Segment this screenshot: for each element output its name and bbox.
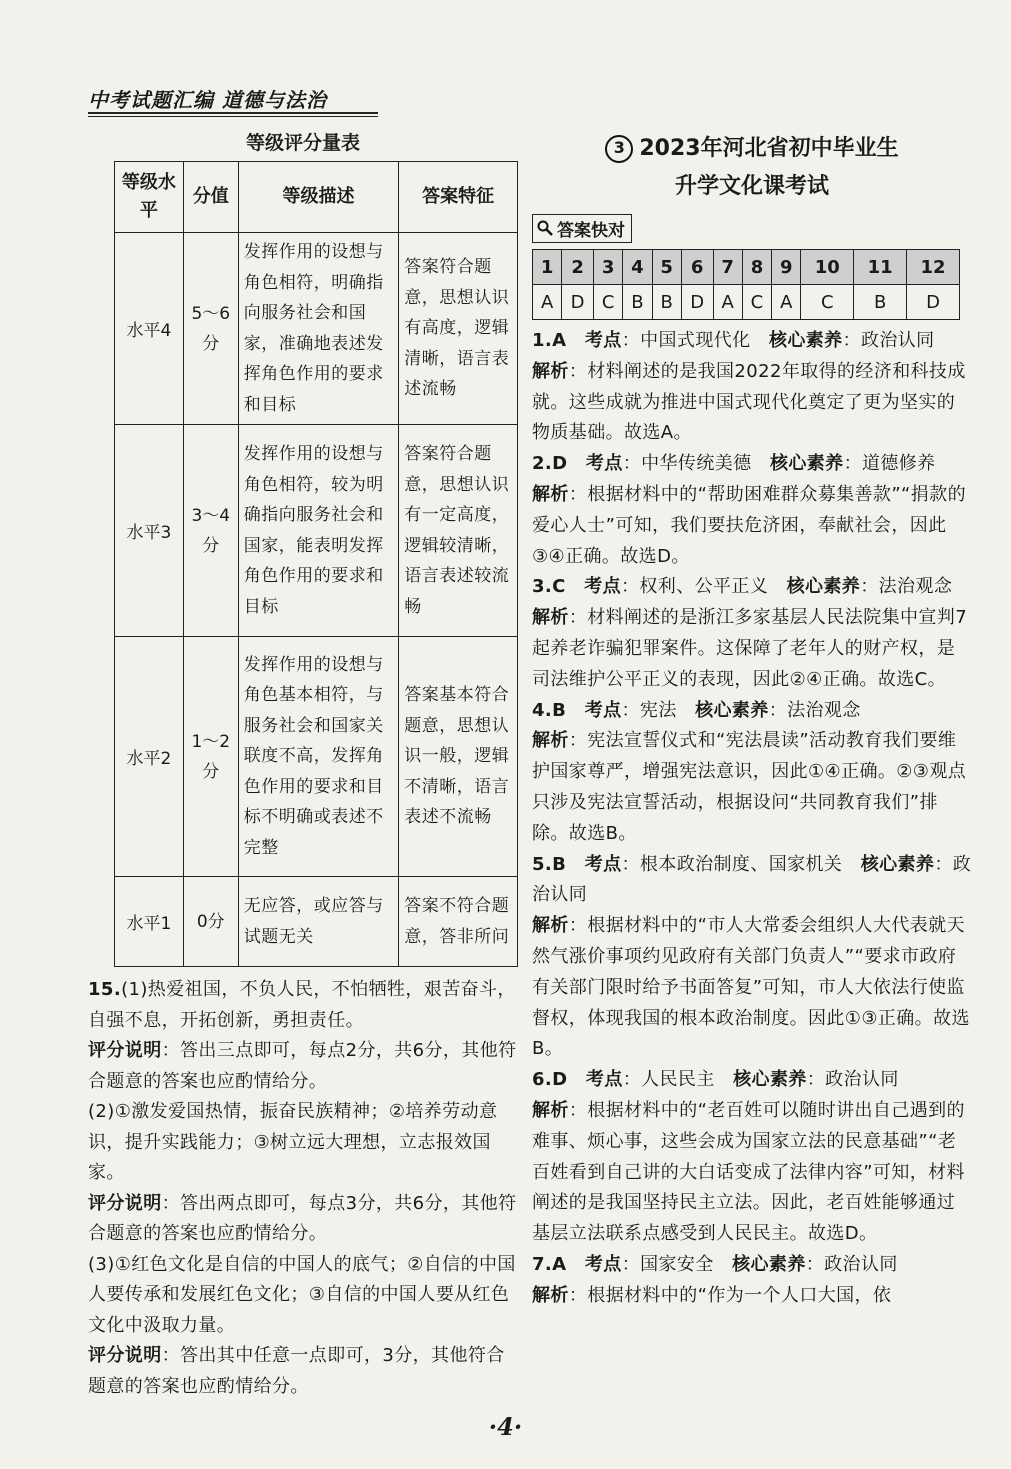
explanation-item: 7.A 考点：国家安全 核心素养：政治认同 解析：根据材料中的“作为一个人口大国，依 xyxy=(532,1253,898,1306)
row-level: 水平2 xyxy=(115,637,184,877)
row-feature: 答案符合题意，思想认识有一定高度，逻辑较清晰，语言表述较流畅 xyxy=(399,425,518,637)
q15-part3: (3)①红色文化是自信的中国人的底气；②自信的中国人要传承和发展红色文化；③自信的中国人要从红色文化中汲取力量。 xyxy=(88,1253,516,1336)
key-answer: A xyxy=(713,285,742,320)
grade-row xyxy=(115,637,518,877)
key-answer: D xyxy=(681,285,713,320)
row-level: 水平3 xyxy=(115,425,184,637)
row-desc: 发挥作用的设想与角色基本相符，与服务社会和国家关联度不高，发挥角色作用的要求和目标不明确或表述不完整 xyxy=(238,637,399,877)
explanation-item: 4.B 考点：宪法 核心素养：法治观念 解析：宪法宣誓仪式和“宪法晨读”活动教育我们要维护国家尊严，增强宪法意识，因此①④正确。②③观点只涉及宪法宣誓活动，根据设问“共同教育我们”排除。故选B。 xyxy=(532,699,967,844)
header-rule xyxy=(88,112,378,114)
q15-scoring2: 评分说明：答出两点即可，每点3分，共6分，其他符合题意的答案也应酌情给分。 xyxy=(88,1192,517,1244)
key-number: 8 xyxy=(742,250,771,285)
key-answer: B xyxy=(623,285,652,320)
key-number: 4 xyxy=(623,250,652,285)
explanation-item: 6.D 考点：人民民主 核心素养：政治认同 解析：根据材料中的“老百姓可以随时讲出自己遇到的难事、烦心事，这些会成为国家立法的民意基础”“老百姓看到自己讲的大白话变成了法律内容”可知，材料阐述的是我国坚持民主立法。因此，老百姓能够通过基层立法联系点感受到人民民主。故选D。 xyxy=(532,1069,965,1245)
row-desc: 发挥作用的设想与角色相符，明确指向服务社会和国家，准确地表述发挥角色作用的要求和目标 xyxy=(238,233,399,425)
key-number: 2 xyxy=(562,250,594,285)
grade-table xyxy=(114,161,518,967)
key-number: 6 xyxy=(681,250,713,285)
key-number: 3 xyxy=(594,250,623,285)
row-level: 水平1 xyxy=(115,877,184,967)
key-number: 10 xyxy=(801,250,854,285)
answer-key-answers xyxy=(533,285,960,320)
grade-row xyxy=(115,877,518,967)
right-column xyxy=(532,128,972,1312)
col-header-feature: 答案特征 xyxy=(399,162,518,233)
grade-row xyxy=(115,425,518,637)
grade-table-header xyxy=(115,162,518,233)
explanation-item: 2.D 考点：中华传统美德 核心素养：道德修养 解析：根据材料中的“帮助困难群众募集善款”“捐款的爱心人士”可知，我们要扶危济困，奉献社会，因此③④正确。故选D。 xyxy=(532,453,966,567)
exam-title-line1: 2023年河北省初中毕业生 xyxy=(639,136,899,161)
grade-row xyxy=(115,233,518,425)
exam-title-line2: 升学文化课考试 xyxy=(674,174,829,199)
key-answer: C xyxy=(742,285,771,320)
key-answer: C xyxy=(594,285,623,320)
quick-check-label: 答案快对 xyxy=(557,221,625,241)
col-header-desc: 等级描述 xyxy=(238,162,399,233)
key-answer: D xyxy=(562,285,594,320)
row-score: 5～6分 xyxy=(183,233,238,425)
key-answer: B xyxy=(854,285,907,320)
header-rule-thin xyxy=(88,116,378,117)
key-answer: A xyxy=(533,285,562,320)
left-column xyxy=(88,128,518,1402)
key-number: 11 xyxy=(854,250,907,285)
key-number: 1 xyxy=(533,250,562,285)
key-number: 5 xyxy=(652,250,681,285)
row-desc: 无应答，或应答与试题无关 xyxy=(238,877,399,967)
q15-answer xyxy=(88,975,518,1402)
row-feature: 答案不符合题意，答非所问 xyxy=(399,877,518,967)
explanations xyxy=(532,326,972,1312)
row-score: 1～2分 xyxy=(183,637,238,877)
answer-key-numbers xyxy=(533,250,960,285)
answer-key-table xyxy=(532,249,960,320)
key-answer: B xyxy=(652,285,681,320)
key-number: 12 xyxy=(907,250,960,285)
row-score: 0分 xyxy=(183,877,238,967)
q15-number: 15. xyxy=(88,979,122,1000)
col-header-score: 分值 xyxy=(183,162,238,233)
explanation-item: 3.C 考点：权利、公平正义 核心素养：法治观念 解析：材料阐述的是浙江多家基层人民法院集中宣判7起养老诈骗犯罪案件。这保障了老年人的财产权，是司法维护公平正义的表现，因此②④正确。故选C。 xyxy=(532,576,968,690)
magnifier-icon xyxy=(537,220,553,241)
row-level: 水平4 xyxy=(115,233,184,425)
q15-scoring1: 评分说明：答出三点即可，每点2分，共6分，其他符合题意的答案也应酌情给分。 xyxy=(88,1040,517,1092)
exam-title xyxy=(532,132,972,166)
explanation-item: 5.B 考点：根本政治制度、国家机关 核心素养：政治认同 解析：根据材料中的“市人大常委会组织人大代表就天然气涨价事项约见政府有关部门负责人”“要求市政府有关部门限时给予书面答复”可知，市人大依法行使监督权，体现我国的根本政治制度。因此①③正确。故选B。 xyxy=(532,853,972,1060)
key-answer: C xyxy=(801,285,854,320)
row-score: 3～4分 xyxy=(183,425,238,637)
q15-part2: (2)①激发爱国热情，振奋民族精神；②培养劳动意识，提升实践能力；③树立远大理想，立志报效国家。 xyxy=(88,1101,498,1183)
key-number: 7 xyxy=(713,250,742,285)
row-desc: 发挥作用的设想与角色相符，较为明确指向服务社会和国家，能表明发挥角色作用的要求和目标 xyxy=(238,425,399,637)
key-number: 9 xyxy=(772,250,801,285)
explanation-item: 1.A 考点：中国式现代化 核心素养：政治认同 解析：材料阐述的是我国2022年取得的经济和科技成就。这些成就为推进中国式现代化奠定了更为坚实的物质基础。故选A。 xyxy=(532,330,966,444)
key-answer: A xyxy=(772,285,801,320)
col-header-level: 等级水平 xyxy=(115,162,184,233)
key-answer: D xyxy=(907,285,960,320)
grade-table-title: 等级评分量表 xyxy=(245,132,360,154)
row-feature: 答案基本符合题意，思想认识一般，逻辑不清晰，语言表述不流畅 xyxy=(399,637,518,877)
page-header: 中考试题汇编 道德与法治 xyxy=(88,88,327,112)
q15-part1: 15.(1)热爱祖国，不负人民，不怕牺牲，艰苦奋斗，自强不息，开拓创新，勇担责任。 xyxy=(88,979,516,1031)
section-number-badge: 3 xyxy=(605,135,633,163)
page-number: ·4· xyxy=(488,1412,523,1441)
row-feature: 答案符合题意，思想认识有高度，逻辑清晰，语言表述流畅 xyxy=(399,233,518,425)
quick-check-tag xyxy=(532,214,632,243)
q15-scoring3: 评分说明：答出其中任意一点即可，3分，其他符合题意的答案也应酌情给分。 xyxy=(88,1345,505,1397)
